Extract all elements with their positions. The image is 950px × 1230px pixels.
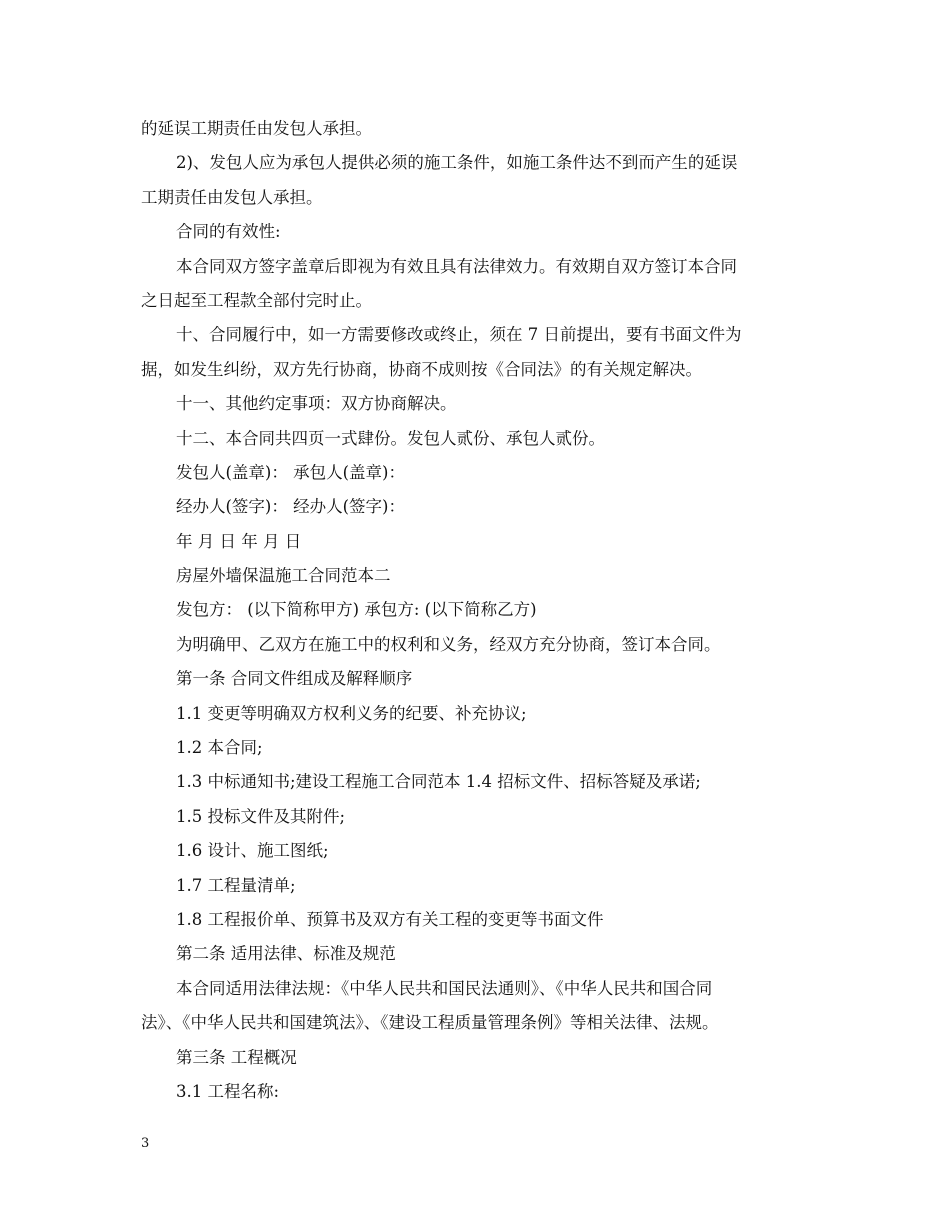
text-line: 之日起至工程款全部付完时止。 <box>141 290 372 310</box>
text-line: 1.6 设计、施工图纸; <box>176 841 329 861</box>
text-line: 十二、本合同共四页一式肆份。发包人贰份、承包人贰份。 <box>176 428 605 448</box>
text-line: 3.1 工程名称: <box>176 1081 280 1101</box>
text-line: 发包方： (以下简称甲方) 承包方: (以下简称乙方) <box>176 600 537 620</box>
text-line: 工期责任由发包人承担。 <box>141 187 323 207</box>
text-line: 2)、发包人应为承包人提供必须的施工条件，如施工条件达不到而产生的延误 <box>176 153 738 173</box>
text-line: 本合同双方签字盖章后即视为有效且具有法律效力。有效期自双方签订本合同 <box>176 256 737 276</box>
text-line: 十一、其他约定事项：双方协商解决。 <box>176 394 457 414</box>
text-line: 本合同适用法律法规：《中华人民共和国民法通则》、《中华人民共和国合同 <box>176 978 713 998</box>
text-line: 房屋外墙保温施工合同范本二 <box>176 566 391 586</box>
text-line: 年 月 日 年 月 日 <box>176 531 302 551</box>
text-line: 为明确甲、乙双方在施工中的权利和义务，经双方充分协商，签订本合同。 <box>176 634 721 654</box>
text-line: 合同的有效性: <box>176 222 281 242</box>
text-line: 十、合同履行中，如一方需要修改或终止，须在 7 日前提出，要有书面文件为 <box>176 325 742 345</box>
text-line: 第一条 合同文件组成及解释顺序 <box>176 669 413 689</box>
text-line: 1.8 工程报价单、预算书及双方有关工程的变更等书面文件 <box>176 909 604 929</box>
text-line: 法》、《中华人民共和国建筑法》、《建设工程质量管理条例》等相关法律、法规。 <box>141 1013 719 1033</box>
text-line: 发包人(盖章)： 承包人(盖章)： <box>176 462 405 482</box>
document-body <box>141 112 813 1109</box>
text-line: 1.2 本合同; <box>176 738 263 758</box>
text-line: 1.1 变更等明确双方权利义务的纪要、补充协议; <box>176 703 527 723</box>
text-line: 经办人(签字)： 经办人(签字)： <box>176 497 405 517</box>
text-line: 1.5 投标文件及其附件; <box>176 806 346 826</box>
text-line: 第三条 工程概况 <box>176 1047 297 1067</box>
text-line: 据，如发生纠纷，双方先行协商，协商不成则按《合同法》的有关规定解决。 <box>141 359 702 379</box>
text-line: 1.7 工程量清单; <box>176 875 296 895</box>
text-line: 的延误工期责任由发包人承担。 <box>141 119 372 138</box>
text-line: 第二条 适用法律、标准及规范 <box>176 944 396 964</box>
page-number: 3 <box>141 1136 150 1151</box>
text-line: 1.3 中标通知书;建设工程施工合同范本 1.4 招标文件、招标答疑及承诺; <box>176 772 701 792</box>
